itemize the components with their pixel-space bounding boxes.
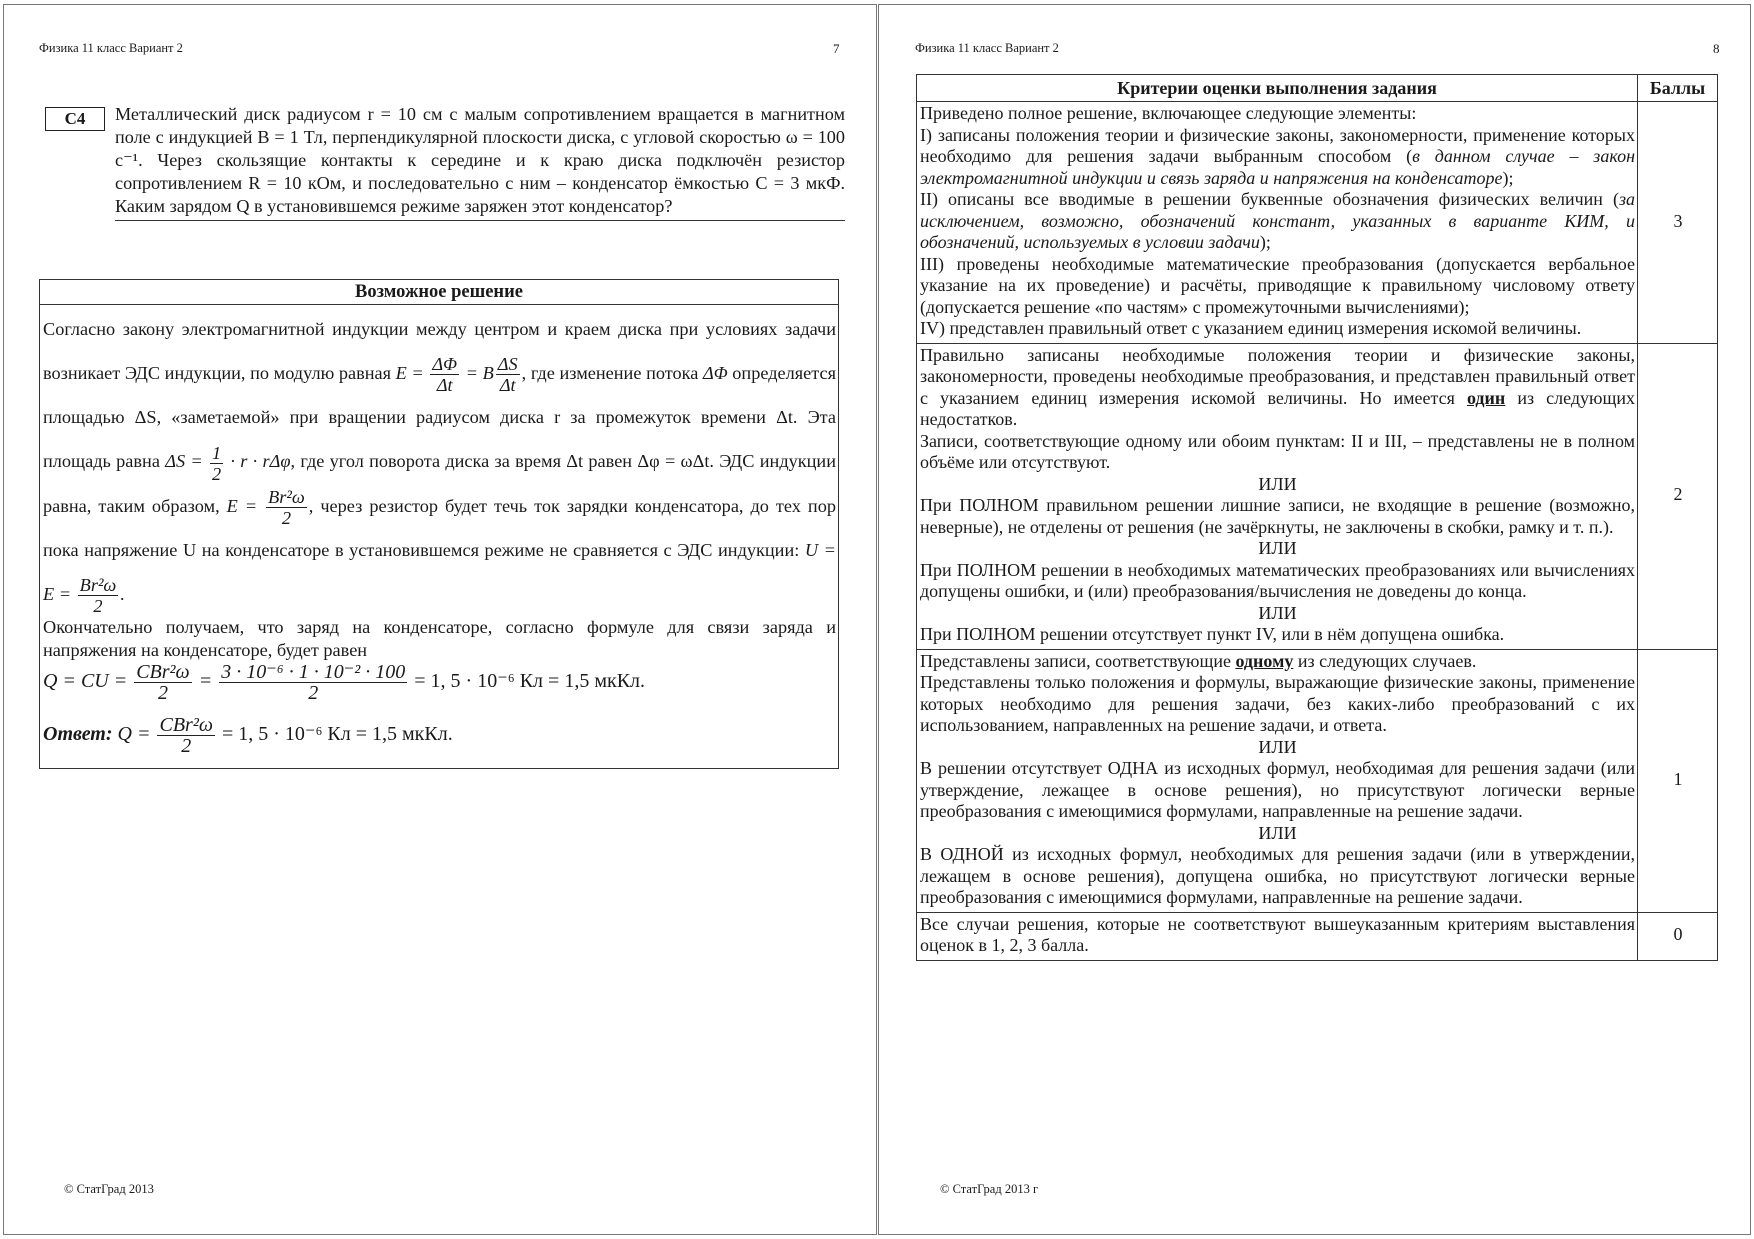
- table-row: [917, 649, 1718, 912]
- col-points-header: Баллы: [1638, 75, 1718, 102]
- table-header-row: [917, 75, 1718, 102]
- formula-charge: Q = CU = CBr²ω 2 = $\frac{\text{3 · 10⁻⁶ · 1 · 10⁻² · 100}}{2}$ = 1, 5 · 10⁻⁶ Кл = 1,5 мкКл.: [43, 661, 646, 705]
- points-cell: 0: [1638, 912, 1718, 960]
- criteria-cell-2: Правильно записаны необходимые положения теории и физические законы, закономерности, проведены необходимые преобразования, и представлен правильный ответ с указанием единиц измерения искомой величины. Но имеется один из следующих недостатков. Записи, соответствующие одному или обоим пунктам: II и III, – представлены не в полном объёме или отсутствуют. ИЛИ При ПОЛНОМ правильном решении лишние записи, не входящие в решение (возможно, неверные), не отделены от решения (не зачёркнуты, не заключены в скобки, рамку и т. п.). ИЛИ При ПОЛНОМ решении в необходимых математических преобразованиях или вычислениях допущены ошибки, и (или) преобразования/вычисления не доведены до конца. ИЛИ При ПОЛНОМ решении отсутствует пункт IV, или в нём допущена ошибка.: [917, 343, 1638, 649]
- points-cell: 1: [1638, 649, 1718, 912]
- page-number: 8: [1713, 41, 1720, 56]
- answer-result: = 1, 5 · 10⁻⁶ Кл = 1,5 мкКл.: [221, 723, 453, 746]
- formula-emf-final: E = $\frac{\text{Br²ω}}{2}$: [226, 486, 305, 528]
- criteria-cell-3: Приведено полное решение, включающее следующие элементы: I) записаны положения теории и физические законы, закономерности, применение которых необходимо для решения задачи выбранным способом (в данном случае – закон электромагнитной индукции и связь заряда и напряжения на конденсаторе); II) описаны все вводимые в решении буквенные обозначения физических величин (за исключением, возможно, обозначений констант, указанных в варианте КИМ, и обозначений, используемых в условии задачи); III) проведены необходимые математические преобразования (допускается вербальное указание на их проведение) и расчёты, приводящие к правильному числовому ответу (допускается решение «по частям» с промежуточными вычислениями); IV) представлен правильный ответ с указанием единиц измерения искомой величины.: [917, 102, 1638, 344]
- solution-paragraph-2: Окончательно получаем, что заряд на конденсаторе, согласно формуле для связи заряда и напряжения на конденсаторе, будет равен: [43, 617, 836, 661]
- charge-result: = 1, 5 · 10⁻⁶ Кл = 1,5 мкКл.: [414, 670, 646, 693]
- solution-paragraph: [43, 307, 836, 616]
- solution-text: , где изменение потока: [521, 363, 699, 383]
- formula-area: ΔS = $\frac{1}{2}$ · r · rΔφ: [165, 442, 291, 484]
- page-header: Физика 11 класс Вариант 2: [915, 41, 1059, 55]
- solution-box: [39, 279, 839, 769]
- page-footer: © СтатГрад 2013 г: [940, 1182, 1039, 1196]
- table-row: [917, 912, 1718, 960]
- page-number: 7: [833, 41, 840, 56]
- table-row: [917, 343, 1718, 649]
- page-header: Физика 11 класс Вариант 2: [39, 41, 183, 55]
- answer-label: Ответ:: [43, 723, 113, 746]
- page-left: [3, 4, 877, 1235]
- col-criteria-header: Критерии оценки выполнения задания: [917, 75, 1638, 102]
- page-right: [878, 4, 1751, 1235]
- table-row: [917, 102, 1718, 344]
- answer-line: Ответ: Q = CBr²ω 2 = 1, 5 · 10⁻⁶ Кл = 1,5 мкКл.: [43, 714, 453, 758]
- solution-text: Согласно закону электромагнитной индукции между центром и краем диска при условиях задачи возникает ЭДС индукции, по модулю равная: [43, 319, 836, 383]
- solution-text: , где угол поворота диска за время Δt равен Δφ = ωΔt. ЭДС индукции равна, таким образом,: [43, 451, 836, 516]
- points-cell: 3: [1638, 102, 1718, 344]
- formula-flux: ΔΦ: [702, 363, 728, 383]
- task-text: Металлический диск радиусом r = 10 см с малым сопротивлением вращается в магнитном поле с индукцией B = 1 Тл, перпендикулярной плоскости диска, с угловой скоростью ω = 100 с⁻¹. Через скользящие контакты к середине и к краю диска подключён резистор сопротивлением R = 10 кОм, и последовательно с ним – конденсатор ёмкостью C = 3 мкФ. Каким зарядом Q в установившемся режиме заряжен этот конденсатор?: [115, 103, 845, 221]
- task-c4: [39, 103, 845, 221]
- page-footer: © СтатГрад 2013: [64, 1182, 154, 1196]
- criteria-cell-0: Все случаи решения, которые не соответствуют вышеуказанным критериям выставления оценок в 1, 2, 3 балла.: [917, 912, 1638, 960]
- criteria-table: [916, 74, 1718, 961]
- points-cell: 2: [1638, 343, 1718, 649]
- formula-voltage: U = E = $\frac{\text{Br²ω}}{2}$ .: [43, 539, 837, 617]
- criteria-cell-1: Представлены записи, соответствующие одному из следующих случаев. Представлены только положения и формулы, выражающие физические законы, применение которых необходимо для решения задачи, без каких-либо преобразований с их использованием, направленных на решение задачи, и ответа. ИЛИ В решении отсутствует ОДНА из исходных формул, необходимая для решения задачи (или утверждение, лежащее в основе решения), но присутствуют логически верные преобразования с имеющимися формулами, направленные на решение задачи. ИЛИ В ОДНОЙ из исходных формул, необходимых для решения задачи (или в утверждении, лежащем в основе решения), допущена ошибка, но присутствуют логически верные преобразования с имеющимися формулами, направленные на решение задачи.: [917, 649, 1638, 912]
- solution-title: Возможное решение: [40, 280, 838, 305]
- task-code-badge: С4: [45, 107, 105, 131]
- solution-text: , через резистор будет течь ток зарядки конденсатора, до тех пор пока напряжение U на конденсаторе в установившемся режиме не сравняется с ЭДС индукции:: [43, 495, 836, 560]
- solution-body: [40, 305, 838, 768]
- formula-emf: E = $\frac{\Delta\Phi}{\Delta t}$ = B $\frac{\Delta S}{\Delta t}$: [395, 354, 518, 396]
- solution-text: определяется площадью ΔS, «заметаемой» при вращении радиусом диска r за промежуток времени Δt. Эта площадь равна: [43, 363, 836, 472]
